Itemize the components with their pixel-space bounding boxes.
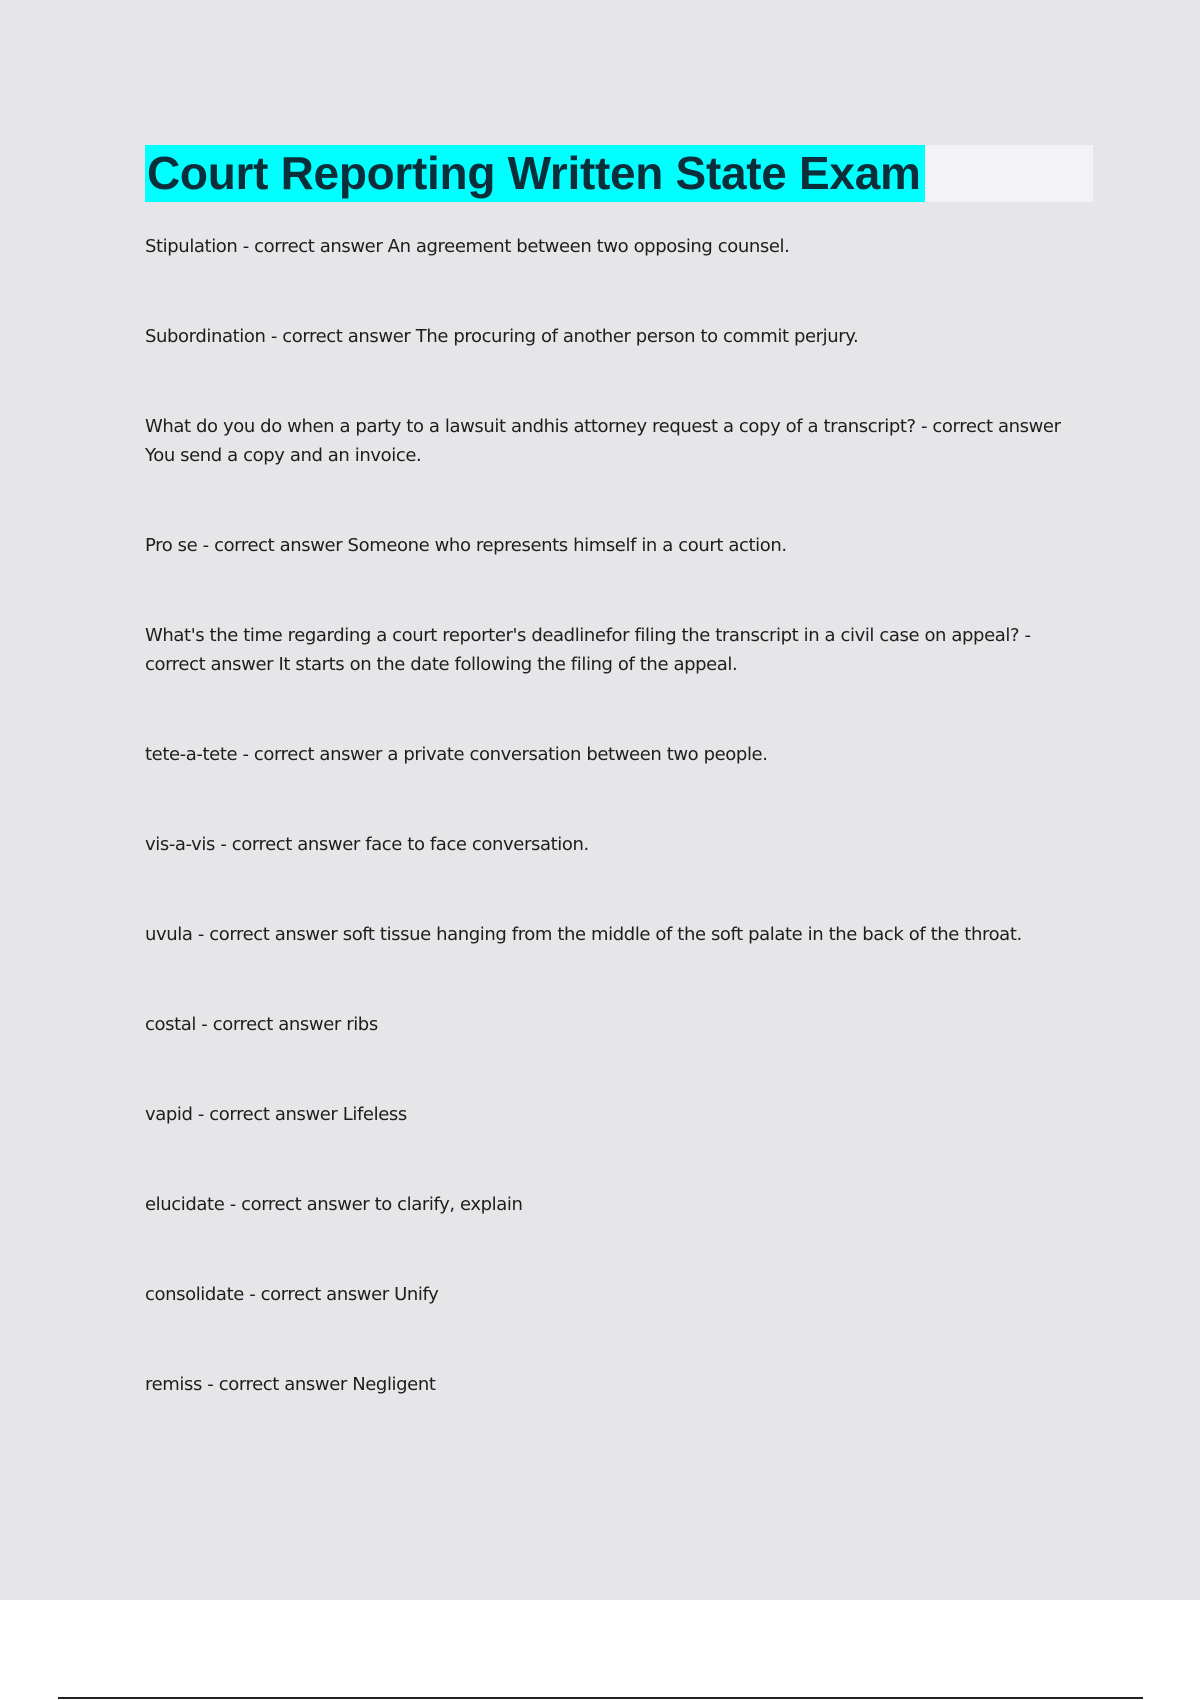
footer-divider (58, 1697, 1143, 1699)
list-item: What's the time regarding a court reporter's deadlinefor filing the transcript in a civil case on appeal? - correct answer It starts on the date following the filing of the appeal. (145, 625, 1031, 675)
list-item: consolidate - correct answer Unify (145, 1284, 439, 1305)
list-item: costal - correct answer ribs (145, 1014, 378, 1035)
flashcard-list (145, 232, 1075, 1460)
list-item: What do you do when a party to a lawsuit andhis attorney request a copy of a transcript? - correct answer You send a copy and an invoice. (145, 416, 1061, 466)
list-item: tete-a-tete - correct answer a private conversation between two people. (145, 744, 768, 765)
list-item: elucidate - correct answer to clarify, explain (145, 1194, 523, 1215)
document-title: Court Reporting Written State Exam (145, 145, 925, 202)
list-item: Stipulation - correct answer An agreement between two opposing counsel. (145, 236, 790, 257)
list-item: uvula - correct answer soft tissue hanging from the middle of the soft palate in the back of the throat. (145, 924, 1022, 945)
list-item: vis-a-vis - correct answer face to face conversation. (145, 834, 589, 855)
list-item: remiss - correct answer Negligent (145, 1374, 436, 1395)
list-item: Pro se - correct answer Someone who represents himself in a court action. (145, 535, 787, 556)
list-item: vapid - correct answer Lifeless (145, 1104, 407, 1125)
list-item: Subordination - correct answer The procuring of another person to commit perjury. (145, 326, 859, 347)
